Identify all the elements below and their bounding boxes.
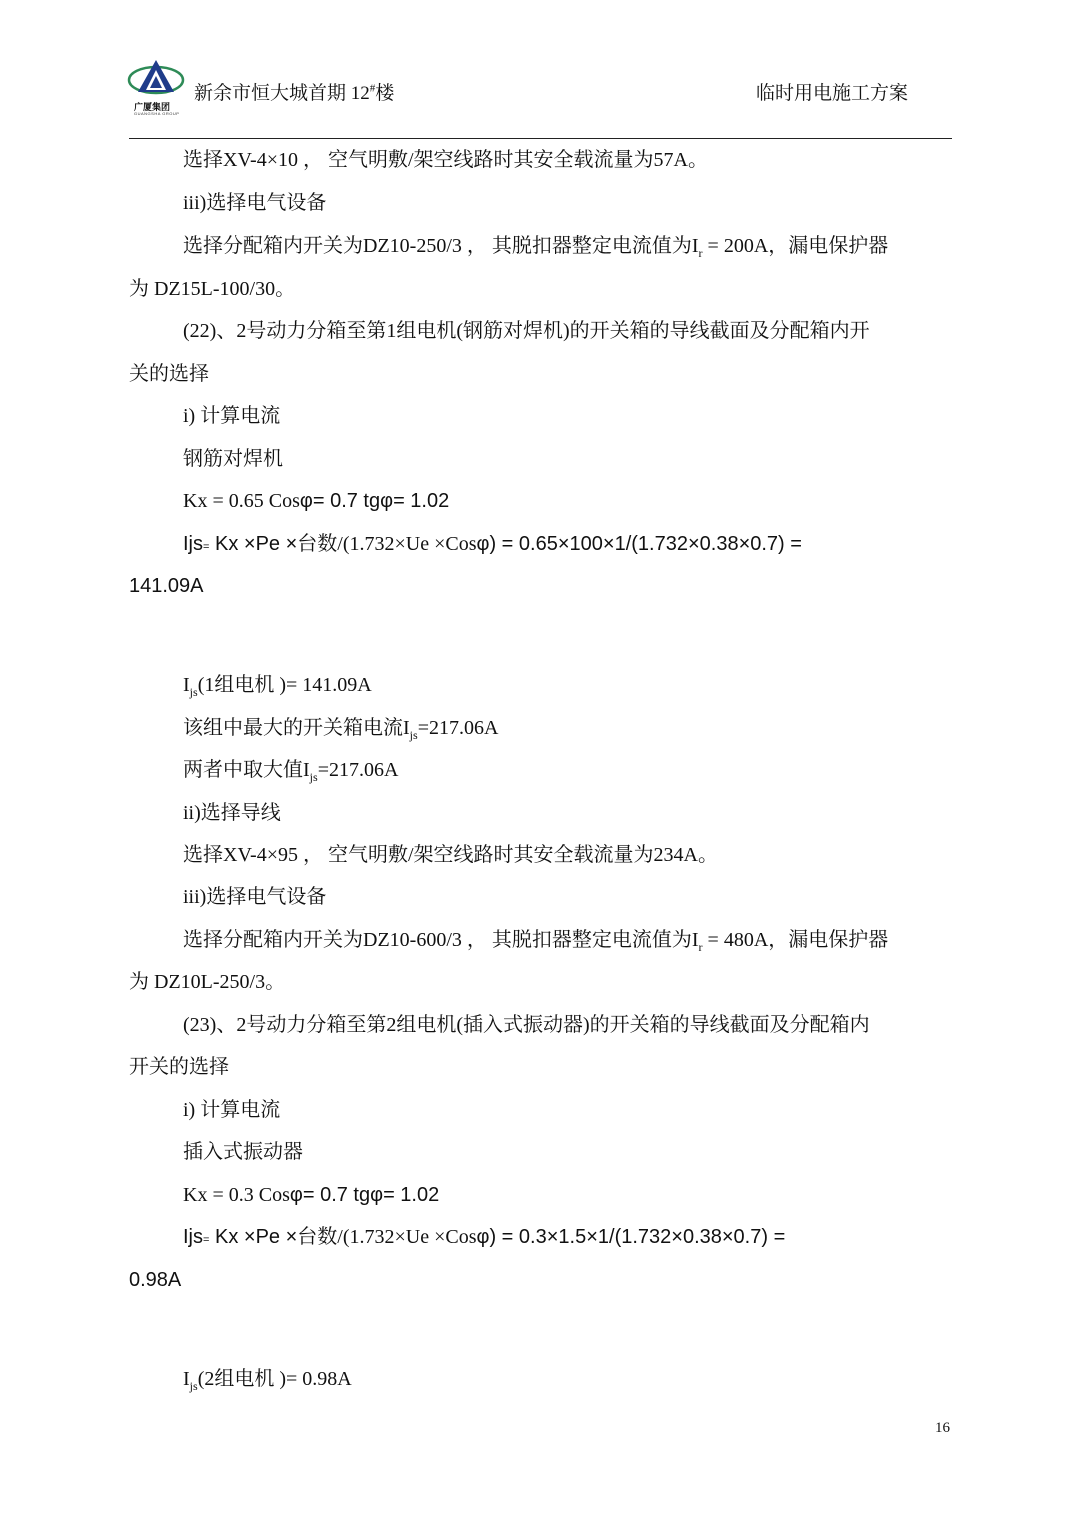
page-number: 16 — [935, 1420, 950, 1436]
document-title: 临时用电施工方案 — [756, 83, 909, 104]
text-line: 选择分配箱内开关为DZ10-250/3 ， 其脱扣器整定电流值为$I_r = 200A$，漏电保护器 — [183, 235, 889, 260]
project-title: 新余市恒大城首期 12#楼 — [194, 82, 395, 104]
formula-line: Ijs= Kx ×Pe ×台数/(1.732×Ue ×Cosφ) = 0.65×100×1/(1.732×0.38×0.7) = — [183, 533, 802, 555]
header-rule — [129, 138, 952, 139]
text-line: $I_{js}(2$组电机 )= 0.98A — [183, 1368, 352, 1393]
text-line: 开关的选择 — [129, 1056, 229, 1078]
logo-text: 广厦集团 — [134, 102, 171, 112]
text-line: 选择XV-4×95 ， 空气明敷/架空线路时其安全载流量为234A。 — [183, 844, 718, 866]
text-line: 选择XV-4×10 ， 空气明敷/架空线路时其安全载流量为57A。 — [183, 149, 708, 171]
text-line: 为 DZ10L-250/3。 — [129, 971, 286, 993]
text-line: 为 DZ15L-100/30。 — [129, 278, 296, 300]
formula-line: Kx = 0.65 Cosφ= 0.7 tgφ= 1.02 — [183, 490, 450, 512]
text-line: (23)、2号动力分箱至第2组电机(插入式振动器)的开关箱的导线截面及分配箱内 — [183, 1014, 870, 1036]
text-line: $I_{js}(1$组电机 )= 141.09A — [183, 674, 372, 699]
formula-line: Kx = 0.3 Cosφ= 0.7 tgφ= 1.02 — [183, 1184, 440, 1206]
text-line: 插入式振动器 — [183, 1141, 303, 1163]
text-line: 选择分配箱内开关为DZ10-600/3 ， 其脱扣器整定电流值为$I_r = 480A$，漏电保护器 — [183, 929, 889, 954]
text-line: 两者中取大值$I_{js}=217.06A$ — [183, 759, 399, 784]
formula-result: 141.09A — [129, 575, 204, 597]
text-line: iii)选择电气设备 — [183, 192, 327, 214]
text-line: i) 计算电流 — [183, 1099, 281, 1121]
page-header — [0, 0, 1080, 140]
text-line: i) 计算电流 — [183, 405, 281, 427]
formula-result: 0.98A — [129, 1269, 182, 1291]
text-line: ii)选择导线 — [183, 802, 281, 824]
text-line: (22)、2号动力分箱至第1组电机(钢筋对焊机)的开关箱的导线截面及分配箱内开 — [183, 320, 870, 342]
formula-line: Ijs= Kx ×Pe ×台数/(1.732×Ue ×Cosφ) = 0.3×1.5×1/(1.732×0.38×0.7) = — [183, 1226, 786, 1248]
text-line: 关的选择 — [129, 363, 209, 385]
text-line: 该组中最大的开关箱电流$I_{js}=217.06A$ — [183, 717, 499, 742]
text-line: iii)选择电气设备 — [183, 886, 327, 908]
text-line: 钢筋对焊机 — [183, 448, 283, 470]
logo-subtext: GUANGSHA GROUP — [134, 111, 180, 116]
